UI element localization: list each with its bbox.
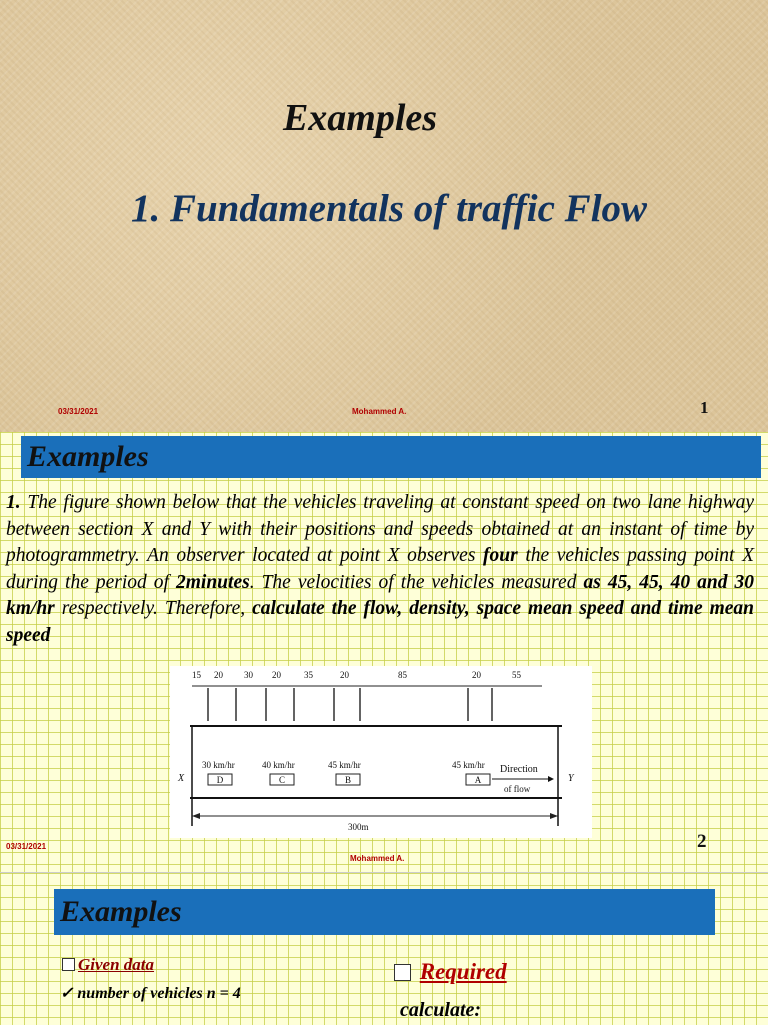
vehicle-position-ticks <box>208 688 492 721</box>
footer-author: Mohammed A. <box>350 854 405 863</box>
vehicle-speed: 45 km/hr <box>328 760 361 770</box>
spacing-label: 85 <box>398 670 407 680</box>
vehicle-speed: 30 km/hr <box>202 760 235 770</box>
vehicle-id: B <box>344 775 352 785</box>
checkmark-icon: ✓ <box>60 985 74 1002</box>
vehicle-speed-labels <box>202 760 485 770</box>
calculate-label: calculate: <box>400 999 482 1021</box>
spacing-labels <box>192 670 522 680</box>
slide-title: Examples <box>282 97 438 139</box>
page-number: 2 <box>697 831 707 852</box>
given-data-title <box>62 955 154 975</box>
vehicle-speed: 40 km/hr <box>262 760 295 770</box>
page-number: 1 <box>700 398 709 417</box>
example-slide <box>0 432 768 872</box>
checkbox-icon <box>394 964 411 981</box>
given-data-label: Given data <box>78 955 155 974</box>
required-label: Required <box>419 959 507 984</box>
spacing-label: 20 <box>214 670 223 680</box>
section-y-label: Y <box>568 773 574 784</box>
vehicle-id: A <box>474 775 482 785</box>
vehicle-id: C <box>278 775 286 785</box>
given-data-slide <box>0 872 768 1025</box>
problem-emphasis: calculate the flow, density, space mean speed and time mean speed <box>6 598 754 646</box>
spacing-label: 30 <box>244 670 253 680</box>
problem-text-part: The figure shown below that the vehicles traveling at constant speed on two lane highway between section X and Y with their positions and speeds obtained at an instant of time by photogrammetry. An observer located at point X observes <box>6 492 754 567</box>
arrow-head-icon <box>548 776 554 782</box>
section-x-label: X <box>178 773 185 784</box>
footer-date: 03/31/2021 <box>6 842 47 851</box>
vehicle-id: D <box>216 775 224 785</box>
spacing-label: 20 <box>472 670 481 680</box>
required-title <box>394 959 507 985</box>
spacing-label: 35 <box>304 670 313 680</box>
given-data-item <box>60 983 241 1003</box>
spacing-label: 20 <box>340 670 349 680</box>
length-label: 300m <box>348 822 369 832</box>
slide-heading: Examples <box>21 436 761 478</box>
problem-text-part: . The velocities of the vehicles measured <box>249 571 584 593</box>
problem-text-part: the vehicles passing point X during the period of <box>6 545 754 593</box>
problem-text <box>6 490 754 650</box>
direction-label: Direction <box>500 764 538 775</box>
footer-author: Mohammed A. <box>352 407 407 416</box>
title-slide <box>0 0 768 432</box>
problem-emphasis: 2minutes <box>176 571 250 593</box>
checkbox-icon <box>62 958 75 971</box>
arrow-right-icon <box>550 813 558 819</box>
problem-number: 1. <box>6 492 21 513</box>
highway-figure <box>170 666 592 838</box>
spacing-label: 15 <box>192 670 201 680</box>
vehicle-speed: 45 km/hr <box>452 760 485 770</box>
footer-date: 03/31/2021 <box>58 407 99 416</box>
problem-text-part: respectively. Therefore, <box>54 598 253 620</box>
problem-emphasis: four <box>483 545 518 567</box>
vehicle-ids <box>217 775 482 785</box>
of-flow-label: of flow <box>504 784 531 794</box>
arrow-left-icon <box>192 813 200 819</box>
given-data-value: number of vehicles n = 4 <box>77 985 241 1002</box>
slide-subtitle: 1. Fundamentals of traffic Flow <box>130 187 648 230</box>
spacing-label: 55 <box>512 670 521 680</box>
spacing-label: 20 <box>272 670 281 680</box>
problem-emphasis: as 45, 45, 40 and 30 km/hr <box>6 571 754 620</box>
slide-heading: Examples <box>54 889 715 935</box>
